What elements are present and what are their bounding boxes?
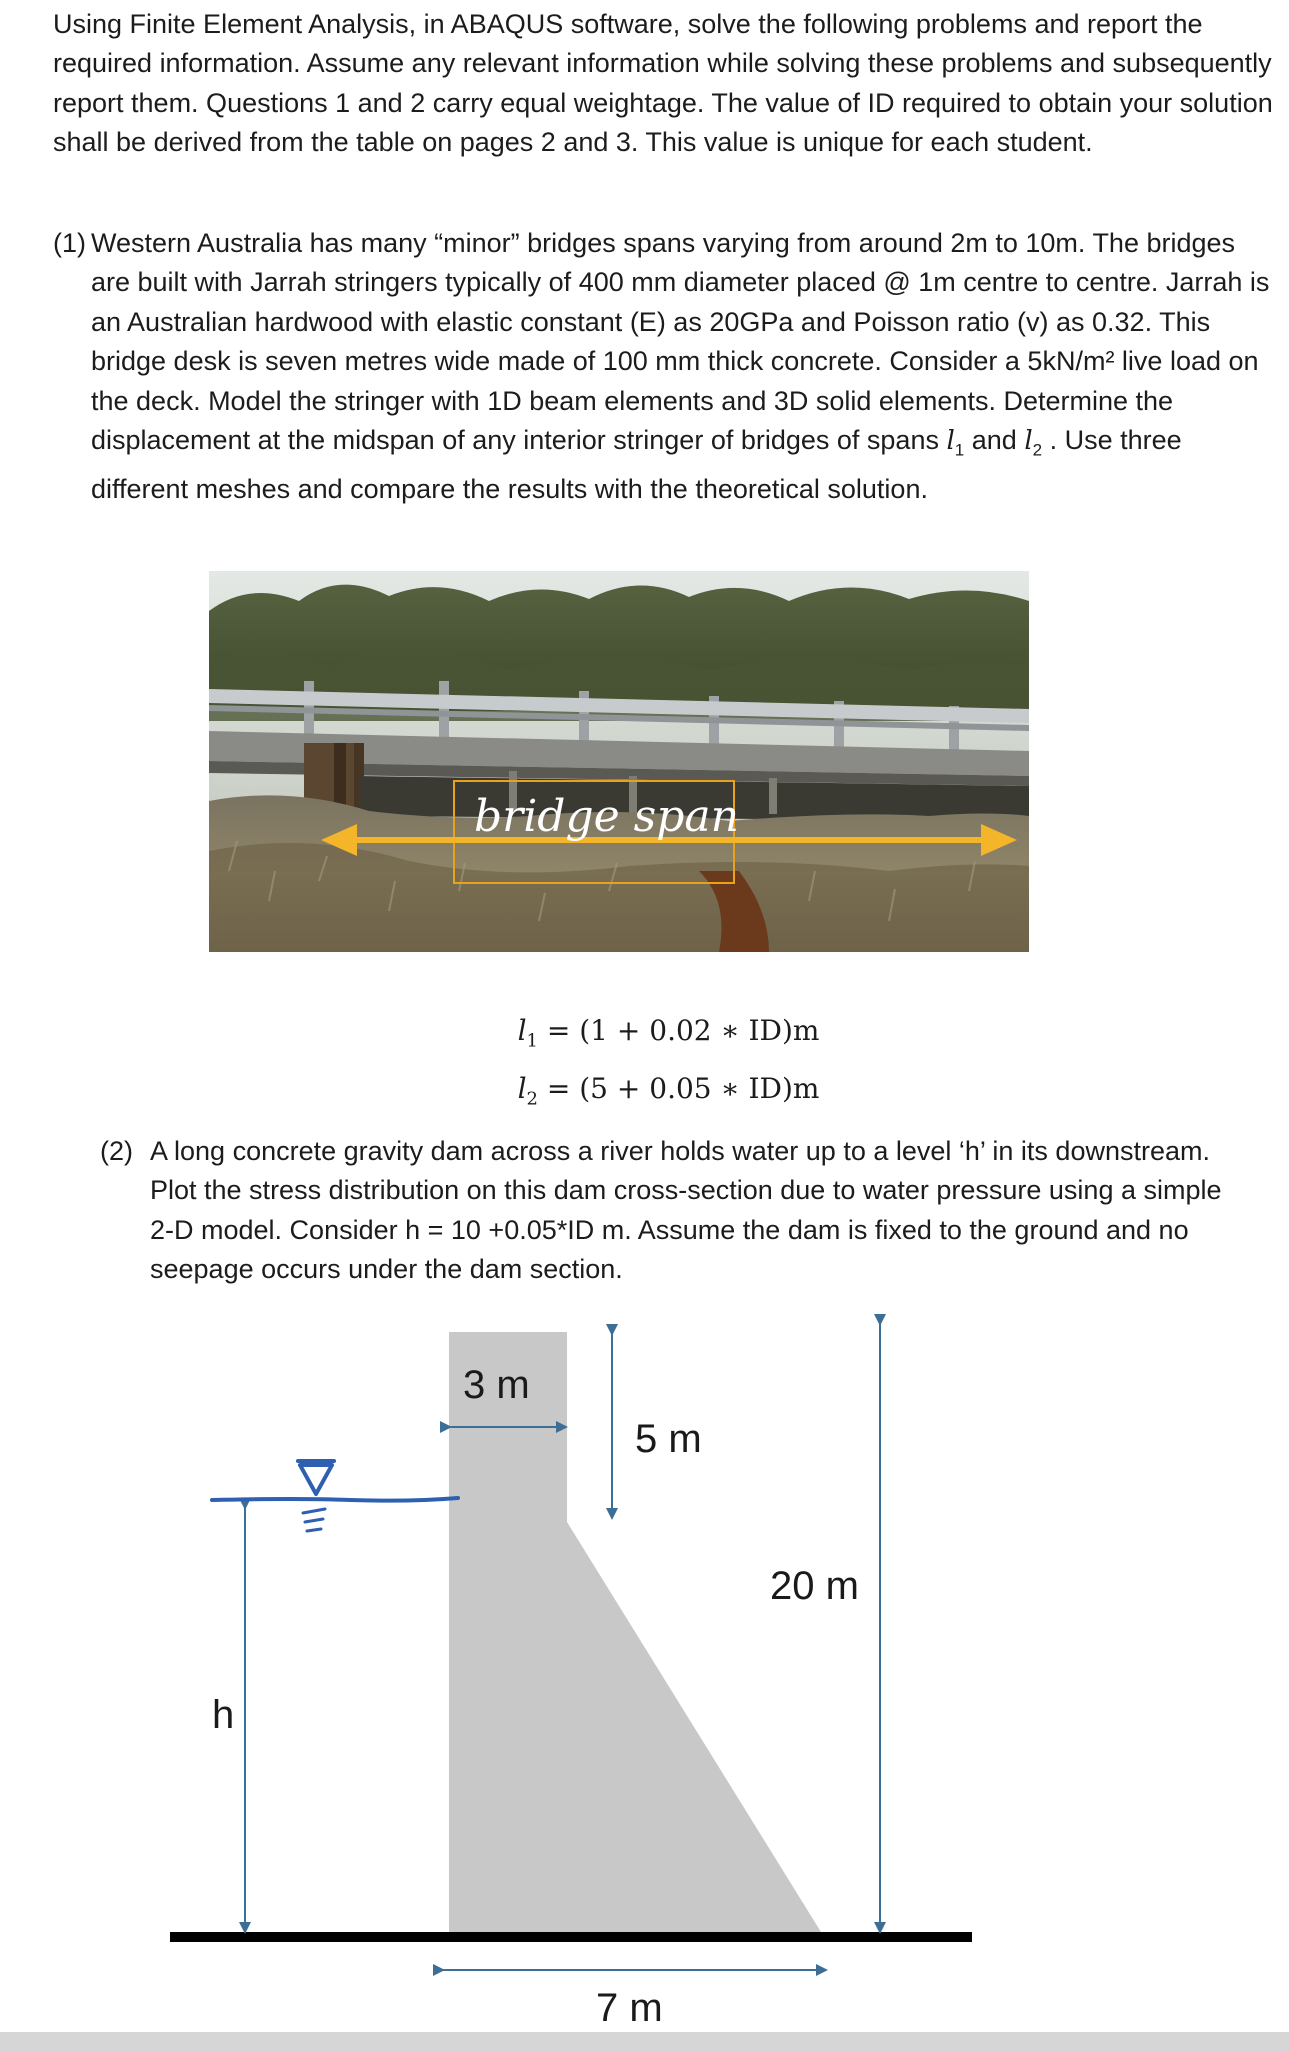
question-2 bbox=[100, 1132, 1230, 1290]
equation-l1: $l_1 = (1 + 0.02$ ∗ ID)m bbox=[517, 1014, 820, 1052]
ground-line bbox=[170, 1932, 972, 1942]
question-1 bbox=[53, 224, 1275, 509]
dam-diagram bbox=[0, 1310, 1289, 2032]
bridge-photo bbox=[209, 571, 1029, 952]
total-height-label: 20 m bbox=[770, 1564, 859, 1608]
base-width-label: 7 m bbox=[596, 1986, 663, 2030]
question-2-number: (2) bbox=[100, 1136, 133, 1166]
question-1-text: Western Australia has many “minor” bridges spans varying from around 2m to 10m. The bridges are built with Jarrah stringers typically of 400 mm diameter placed @ 1m centre to centre. Jarrah is an Australian hardwood with elastic constant (E) as 20GPa and Poisson ratio (v) as 0.32. This bridge desk is seven metres wide made of 100 mm thick concrete. Consider a 5kN/m² live load on the deck. Model the stringer with 1D beam elements and 3D solid elements. Determine the displacement at the midspan of any interior stringer of bridges of spans $l_1$ and $l_2$ . Use three different meshes and compare the results with the theoretical solution. bbox=[91, 228, 1270, 504]
span-label: bridge span bbox=[474, 791, 739, 842]
top-height-label: 5 m bbox=[635, 1417, 702, 1461]
water-surface-line bbox=[212, 1498, 458, 1501]
question-2-text: A long concrete gravity dam across a river holds water up to a level ‘h’ in its downstream. Plot the stress distribution on this dam cross-section due to water pressure using a simple 2-D model. Consider h = 10 +0.05*ID m. Assume the dam is fixed to the ground and no seepage occurs under the dam section. bbox=[150, 1136, 1222, 1285]
bottom-scroll-bar bbox=[0, 2032, 1289, 2052]
question-1-number: (1) bbox=[53, 228, 86, 258]
equation-l2: $l_2 = (5 + 0.05$ ∗ ID)m bbox=[517, 1072, 820, 1110]
intro-paragraph: Using Finite Element Analysis, in ABAQUS software, solve the following problems and report the required information. Assume any relevant information while solving these problems and subsequently report them. Questions 1 and 2 carry equal weightage. The value of ID required to obtain your solution shall be derived from the table on pages 2 and 3. This value is unique for each student. bbox=[53, 9, 1273, 158]
water-level-icon bbox=[300, 1465, 332, 1494]
top-width-label: 3 m bbox=[463, 1363, 530, 1407]
water-height-label: h bbox=[212, 1693, 235, 1737]
